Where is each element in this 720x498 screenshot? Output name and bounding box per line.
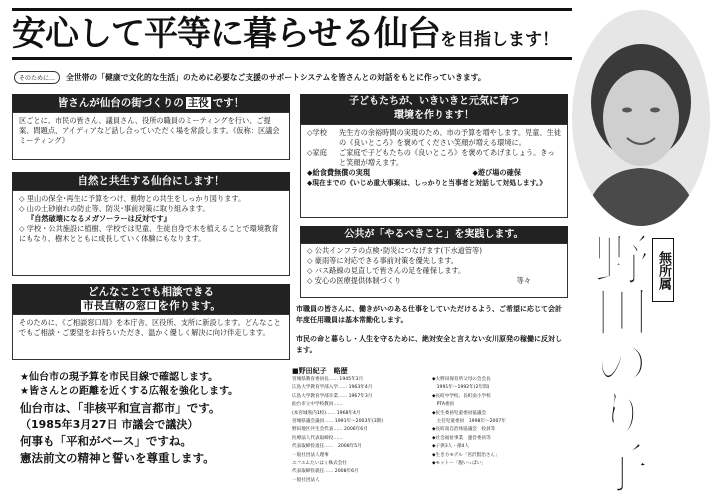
bio-line: ◆大野田保育所父母の会会長 bbox=[432, 377, 491, 382]
section-children-body bbox=[300, 124, 568, 218]
bio-line: ◆社会福祉事業 運営委員等 bbox=[432, 435, 491, 441]
section-nature-body bbox=[12, 190, 290, 276]
section-public-body bbox=[300, 243, 568, 298]
peace-declaration bbox=[20, 400, 280, 467]
bio-line: PTA委員 bbox=[432, 402, 455, 408]
highlight-shuyaku: 主役 bbox=[187, 97, 209, 109]
bio-line: 広島大学教育学部入学…… 1963年4月 bbox=[292, 385, 373, 391]
section-nature-title: 自然と共生する仙台にします！ bbox=[12, 172, 290, 190]
candidate-photo bbox=[572, 10, 710, 226]
highlight-mayor-window: 市長直轄の窓口 bbox=[83, 300, 157, 312]
star-budget: ★仙台市の現予算を市民目線で確認します。 bbox=[20, 372, 219, 383]
bio-line: 宮城県教育委員長…… 1945年3月 bbox=[292, 377, 364, 382]
bio-line: 1991年〜1992年(2年間) bbox=[432, 385, 490, 391]
section-consult bbox=[12, 284, 290, 360]
children-row: ◇学校 先生方の余裕時間の実現のため、市の予算を増やします。児童、生徒の《良いところ》を褒めてください笑顔が増える環境に。 bbox=[307, 128, 561, 147]
bio-line: 一般社団法人 bbox=[292, 477, 320, 483]
bio-line: ◆子供3人・孫4人 bbox=[432, 444, 469, 450]
nature-item: ◇ 里山の保全･再生に予算をつけ、動物との共生をしっかり図ります。 bbox=[19, 194, 246, 203]
section-citizen-lead-body: 区ごとに、市民の皆さん、議員さん、役所の職員のミーティングを行い、ご提案、問題点、アイディアなど話し合っていただく場を常設します。《仮称：区議会ミーティング》 bbox=[12, 112, 290, 160]
star-pr: ★皆さんとの距離を近くする広報を強化します。 bbox=[20, 386, 239, 397]
section-public bbox=[300, 226, 568, 298]
policy-nuclear: 市民の命と暮らし・人生を守るために、絶対安全と言えない女川原発の稼働に反対します。 bbox=[296, 335, 562, 354]
peace-line-1: 仙台市は、「非核平和宣言都市」です。 bbox=[20, 401, 221, 415]
subline-tag: そのために… bbox=[14, 71, 60, 84]
section-children-title: 子どもたちが、いきいきと元気に育つ 環境を作ります！ bbox=[300, 94, 568, 124]
bio-right bbox=[432, 376, 572, 485]
section-consult-body: そのために、《ご相談窓口局》を本庁舎、区役所、支所に新設します。どんなことでもご相談・ご要望をお持ちいただき、温かく優しく解決に向け伴走します。 bbox=[12, 314, 290, 360]
public-item: ◇ 豪雨等に対応できる事前対策を優先します。 bbox=[307, 256, 458, 265]
candidate-name: 野田のり子 bbox=[585, 230, 650, 490]
nature-item: 『自然破壊になるメガソーラーは反対です』 bbox=[27, 214, 171, 223]
bio-line: 一般社団法人理事 bbox=[292, 452, 329, 458]
peace-line-2: （1985年3月27日 市議会で議決） bbox=[20, 418, 199, 431]
children-meal-line: ◆給食費無償の実現 ◆遊び場の確保 bbox=[307, 168, 521, 177]
public-item: ◇ 公共インフラの点検･防災につなげます(下水道管等) bbox=[307, 246, 482, 255]
subline-text: 全世帯の「健康で文化的な生活」のために必要なご支援のサポートシステムを皆さんとの対話をもとに作っていきます。 bbox=[66, 72, 486, 82]
candidate-badge: 無所属 bbox=[652, 238, 674, 302]
children-bullying-line: ◆現在までの《いじめ重大事案は、しっかりと当事者と対話して対処します。》 bbox=[307, 179, 547, 187]
nature-item: ◇ 山の土砂崩れの防止等、防災･事前対策に取り組みます。 bbox=[19, 204, 210, 213]
peace-line-4: 憲法前文の精神と誓いを尊重します。 bbox=[20, 451, 215, 465]
public-item: ◇ 安心の医療提供体制づくり 等々 bbox=[307, 276, 531, 285]
bio-left bbox=[292, 376, 426, 485]
bio-line: ◆長町中学校、長町南小学校 bbox=[432, 393, 491, 399]
children-row: ◇家庭 ご家庭で子どもたちの《良いところ》を褒めてあげましょう。きっと笑顔が増えます。 bbox=[307, 148, 555, 167]
bio-line: ◆生き方モデル「宮沢賢治さん」 bbox=[432, 452, 500, 458]
section-children bbox=[300, 94, 568, 218]
bio-line: ◆民生委員児童委員協議会 bbox=[432, 410, 487, 416]
headline-tail: を目指します！ bbox=[439, 30, 559, 50]
bio-line: 宮城県議会議員…… 1991年〜2003年(3期) bbox=[292, 419, 384, 425]
bio-line: 代表取締役退任…… 2008年5月 bbox=[292, 444, 362, 450]
portrait-image bbox=[572, 10, 710, 226]
nature-item: ◇ 学校・公共施設に植樹、学校では児童、生徒自身で木を植えることで環境教育にもなり、樹木とともに成長していく体験にもなります。 bbox=[19, 224, 279, 243]
policy-staff: 市職員の皆さんに、働きがいのある仕事をしていただけるよう、ご希望に応じて会計年度任用職員は基本常勤化します。 bbox=[296, 305, 562, 324]
section-citizen-lead bbox=[12, 94, 290, 160]
section-consult-title: どんなことでも相談できる 市長直轄の窓口 を作ります。 bbox=[12, 284, 290, 314]
bio-line: (本宮城県内1校)…… 1968年4月 bbox=[292, 410, 361, 416]
bio-line: 野田地区共生会代表…… 2006年6月 bbox=[292, 427, 368, 433]
bio-line: 広島大学教育学部卒業…… 1967年3月 bbox=[292, 393, 373, 399]
bio-line: 仙台市立中学校教員…… bbox=[292, 402, 343, 408]
headline bbox=[12, 8, 572, 60]
bio bbox=[292, 366, 572, 492]
headline-main: 安心して平等に暮らせる仙台 bbox=[12, 14, 440, 54]
bio-title: ■野田紀子 略歴 bbox=[292, 367, 348, 375]
bio-line: ◆長町南自治体協議会 役員等 bbox=[432, 427, 496, 433]
peace-line-3: 何事も「平和がベース」ですね。 bbox=[20, 434, 192, 448]
section-public-title: 公共が「やるべきこと」を実践します。 bbox=[300, 226, 568, 243]
section-citizen-lead-title: 皆さんが仙台の街づくりの 主役 です！ bbox=[12, 94, 290, 112]
public-item: ◇ バス路線の見直しで皆さんの足を確保します。 bbox=[307, 266, 466, 275]
bio-line: 代表取締役就任…… 2008年6月 bbox=[292, 469, 359, 475]
bio-line: 主任児童委員 1998年〜2007年 bbox=[432, 419, 506, 425]
bio-line: 医療法人代表取締役…… bbox=[292, 435, 343, 441]
bio-line: エフエムたいはく株式会社 bbox=[292, 461, 347, 467]
section-nature bbox=[12, 172, 290, 276]
bio-line: ◆モットー「腹いっぱい」 bbox=[432, 461, 486, 467]
subline bbox=[14, 68, 574, 86]
